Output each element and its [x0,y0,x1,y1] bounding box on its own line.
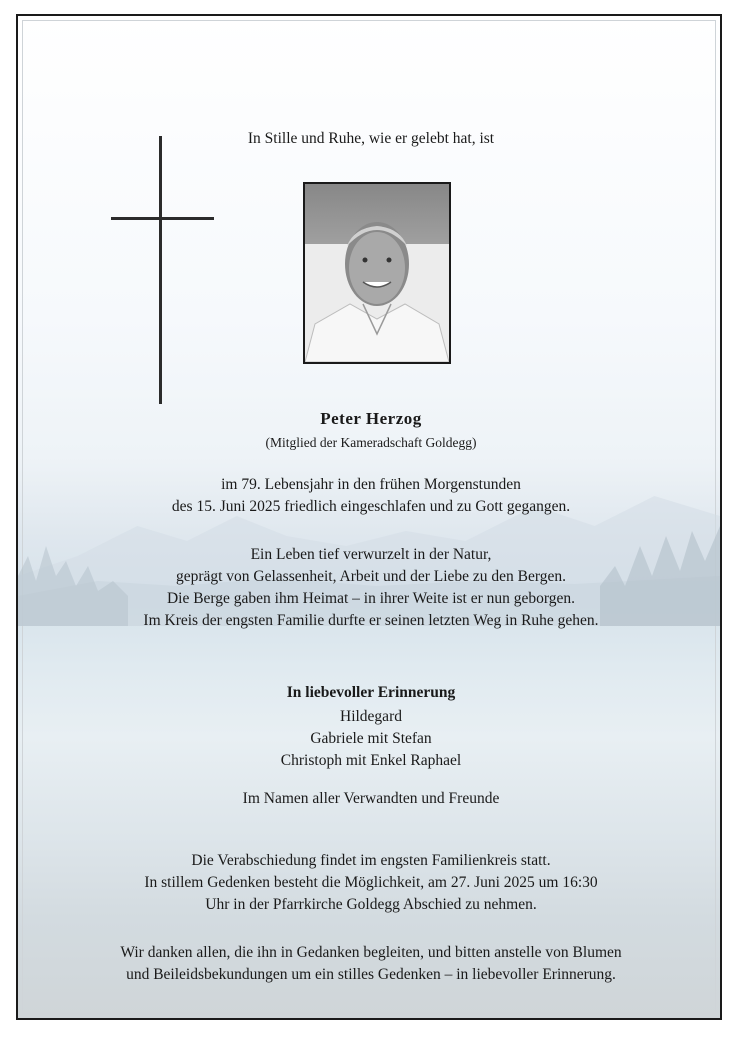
life-line: Die Berge gaben ihm Heimat – in ihrer Weite ist er nun geborgen. [166,590,576,607]
death-notice [18,474,722,518]
life-line: Ein Leben tief verwurzelt in der Natur, [250,546,492,563]
thanks-line: und Beileidsbekundungen um ein stilles Gedenken – in liebevoller Erinnerung. [126,966,616,983]
death-line: des 15. Juni 2025 friedlich eingeschlafen und zu Gott gegangen. [171,498,571,515]
family-member: Gabriele mit Stefan [310,730,432,747]
intro-text: In Stille und Ruhe, wie er gelebt hat, ist [247,130,495,147]
relatives-text: Im Namen aller Verwandten und Freunde [242,790,500,807]
obituary-card [16,14,722,1020]
deceased-name: Peter Herzog [320,409,422,428]
life-line: Im Kreis der engsten Familie durfte er seinen letzten Weg in Ruhe gehen. [143,612,599,629]
farewell-line: Die Verabschiedung findet im engsten Familienkreis statt. [191,852,551,869]
cross-icon [159,136,162,404]
family-member: Hildegard [340,708,402,725]
life-line: geprägt von Gelassenheit, Arbeit und der Liebe zu den Bergen. [175,568,567,585]
portrait-photo [303,182,451,364]
death-line: im 79. Lebensjahr in den frühen Morgenstunden [221,476,521,493]
farewell-line: In stillem Gedenken besteht die Möglichkeit, am 27. Juni 2025 um 16:30 [144,874,598,891]
memory-heading: In liebevoller Erinnerung [286,684,456,701]
thanks-line: Wir danken allen, die ihn in Gedanken begleiten, und bitten anstelle von Blumen [120,944,622,961]
cross-icon-bar [111,217,214,220]
thanks-text [18,942,722,986]
farewell-text [18,850,722,916]
affiliation: (Mitglied der Kameradschaft Goldegg) [265,435,477,450]
family-member: Christoph mit Enkel Raphael [280,752,462,769]
family-list [18,706,722,772]
life-description [18,544,722,632]
farewell-line: Uhr in der Pfarrkirche Goldegg Abschied zu nehmen. [205,896,537,913]
